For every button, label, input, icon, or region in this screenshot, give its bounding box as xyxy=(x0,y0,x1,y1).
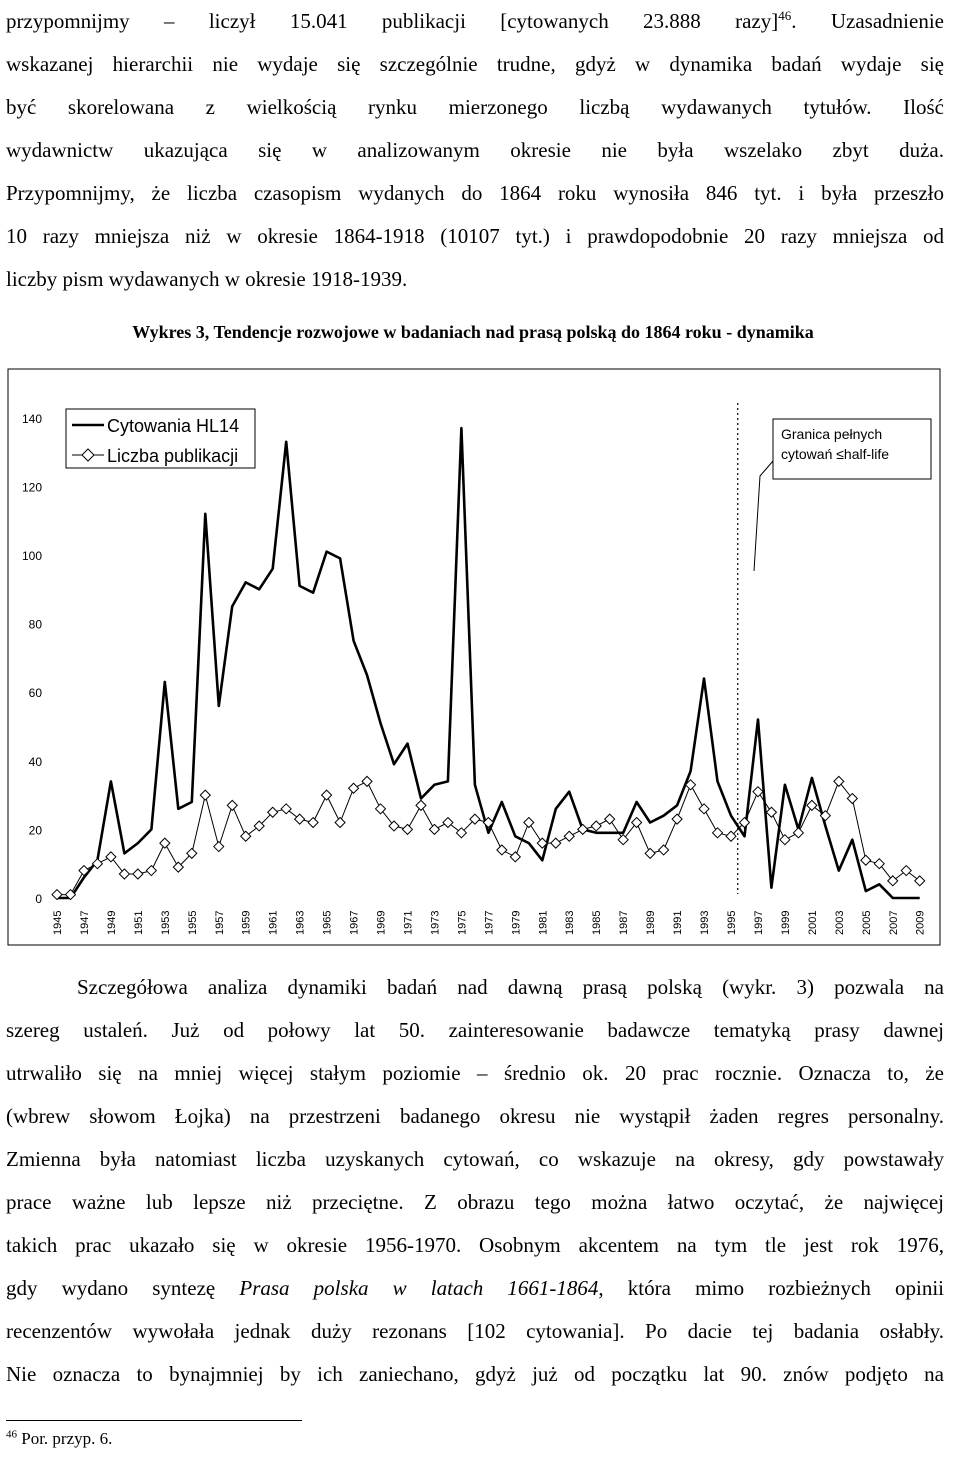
x-tick-label: 1951 xyxy=(132,910,145,935)
data-point-publications xyxy=(901,866,911,876)
annotation-label-line2: cytowań ≤half-life xyxy=(781,446,890,462)
data-point-publications xyxy=(133,869,143,879)
data-point-publications xyxy=(214,842,224,852)
y-tick-label: 120 xyxy=(21,480,42,495)
chart-caption: Wykres 3, Tendencje rozwojowe w badaniach nad prasą polską do 1864 roku - dynamika xyxy=(132,322,814,342)
x-tick-label: 1947 xyxy=(78,910,91,935)
text-segment: przypomnijmy – liczył 15.041 publikacji [cytowanych 23.888 razy] xyxy=(6,9,779,33)
data-point-publications xyxy=(780,835,790,845)
text-segment: , która mimo rozbieżnych opinii xyxy=(598,1276,944,1300)
text-line xyxy=(6,0,944,43)
annotation-label-line1: Granica pełnych xyxy=(781,426,883,442)
x-tick-label: 1987 xyxy=(618,910,631,935)
x-tick-label: 1983 xyxy=(564,910,577,935)
data-point-publications xyxy=(834,776,844,786)
text-line: wydawnictw ukazująca się w analizowanym okresie nie była wszelako zbyt duża. xyxy=(6,138,944,162)
data-point-publications xyxy=(335,818,345,828)
y-tick-label: 60 xyxy=(28,686,42,701)
data-point-publications xyxy=(632,818,642,828)
text-line: utrwaliło się na mniej więcej stałym poziomie – średnio ok. 20 prac rocznie. Oznacza to, że xyxy=(6,1061,944,1085)
text-segment: . Uzasadnienie xyxy=(791,9,944,33)
data-point-publications xyxy=(551,838,561,848)
x-tick-label: 1969 xyxy=(375,910,388,935)
x-tick-label: 1961 xyxy=(267,910,280,935)
legend xyxy=(66,409,255,468)
annotation xyxy=(754,419,931,571)
x-tick-label: 1967 xyxy=(348,910,361,935)
text-line: prace ważne lub lepsze niż przeciętne. Z obrazu tego można łatwo oczytać, że najwięcej xyxy=(6,1190,944,1214)
book-title: Prasa polska w latach 1661-1864 xyxy=(239,1276,599,1300)
data-point-publications xyxy=(416,800,426,810)
data-point-publications xyxy=(402,824,412,834)
x-tick-label: 1985 xyxy=(591,910,604,935)
x-tick-label: 1993 xyxy=(699,910,712,935)
x-tick-label: 2005 xyxy=(860,910,873,935)
x-tick-label: 1971 xyxy=(402,910,415,935)
footnote xyxy=(6,1429,112,1449)
line-chart xyxy=(0,365,960,955)
text-line: wskazanej hierarchii nie wydaje się szczególnie trudne, gdyż w dynamika badań wydaje się xyxy=(6,52,944,76)
data-point-publications xyxy=(200,790,210,800)
text-line: Nie oznacza to bynajmniej by ich zaniechano, gdyż już od początku lat 90. znów podjęto na xyxy=(6,1362,944,1386)
data-point-publications xyxy=(146,866,156,876)
x-tick-label: 2007 xyxy=(887,910,900,935)
data-point-publications xyxy=(510,852,520,862)
footnote-reference: 46 xyxy=(778,8,792,23)
data-point-publications xyxy=(443,818,453,828)
data-point-publications xyxy=(92,859,102,869)
data-point-publications xyxy=(349,783,359,793)
data-point-publications xyxy=(766,807,776,817)
data-point-publications xyxy=(564,831,574,841)
text-line: takich prac ukazało się w okresie 1956-1970. Osobnym akcentem na tym tle jest rok 1976, xyxy=(6,1233,944,1257)
data-point-publications xyxy=(915,876,925,886)
text-line: Zmienna była natomiast liczba uzyskanych cytowań, co wskazuje na okresy, gdy powstawały xyxy=(6,1147,944,1171)
data-point-publications xyxy=(119,869,129,879)
data-point-publications xyxy=(578,824,588,834)
x-tick-label: 2001 xyxy=(806,910,819,935)
data-point-publications xyxy=(793,828,803,838)
data-point-publications xyxy=(847,794,857,804)
x-tick-label: 1997 xyxy=(752,910,765,935)
x-tick-label: 2003 xyxy=(833,910,846,935)
chart-series xyxy=(52,428,925,899)
legend-label-citations: Cytowania HL14 xyxy=(107,416,240,436)
x-tick-label: 1959 xyxy=(240,910,253,935)
x-tick-label: 1965 xyxy=(321,910,334,935)
x-tick-label: 1945 xyxy=(52,910,64,935)
text-line: być skorelowana z wielkością rynku mierzonego liczbą wydawanych tytułów. Ilość xyxy=(6,95,944,119)
data-point-publications xyxy=(281,804,291,814)
footnote-separator xyxy=(6,1420,302,1421)
x-tick-label: 1955 xyxy=(186,910,199,935)
text-line: (wbrew słowom Łojka) na przestrzeni badanego okresu nie wystąpił żaden regres personalny. xyxy=(6,1104,944,1128)
data-point-publications xyxy=(106,852,116,862)
data-point-publications xyxy=(429,824,439,834)
text-line: Szczegółowa analiza dynamiki badań nad dawną prasą polską (wykr. 3) pozwala na xyxy=(77,975,944,999)
x-tick-label: 1973 xyxy=(429,910,442,935)
y-axis-ticks xyxy=(22,412,42,906)
footnote-number: 46 xyxy=(6,1428,17,1441)
data-point-publications xyxy=(672,814,682,824)
data-point-publications xyxy=(605,814,615,824)
text-line: szereg ustaleń. Już od połowy lat 50. zainteresowanie badawcze tematyką prasy dawnej xyxy=(6,1018,944,1042)
footnote-text: Por. przyp. 6. xyxy=(17,1429,113,1448)
y-tick-label: 40 xyxy=(28,754,42,769)
text-line xyxy=(6,1267,944,1310)
y-tick-label: 80 xyxy=(28,617,42,632)
data-point-publications xyxy=(362,776,372,786)
data-point-publications xyxy=(227,800,237,810)
data-point-publications xyxy=(389,821,399,831)
data-point-publications xyxy=(888,876,898,886)
text-line: 10 razy mniejsza niż w okresie 1864-1918 (10107 tyt.) i prawdopodobnie 20 razy mniejsza od xyxy=(6,224,944,248)
data-point-publications xyxy=(524,818,534,828)
x-tick-label: 1991 xyxy=(672,910,685,935)
annotation-callout xyxy=(754,461,773,571)
x-tick-label: 1989 xyxy=(645,910,658,935)
paragraph-analysis xyxy=(6,966,944,1396)
data-point-publications xyxy=(295,814,305,824)
x-tick-label: 1975 xyxy=(456,910,469,935)
data-point-publications xyxy=(241,831,251,841)
text-line: Przypomnijmy, że liczba czasopism wydanych do 1864 roku wynosiła 846 tyt. i była przeszło xyxy=(6,181,944,205)
data-point-publications xyxy=(618,835,628,845)
data-point-publications xyxy=(713,828,723,838)
data-point-publications xyxy=(308,818,318,828)
x-tick-label: 1977 xyxy=(483,910,496,935)
text-line: liczby pism wydawanych w okresie 1918-1939. xyxy=(6,267,408,291)
y-tick-label: 140 xyxy=(21,411,42,426)
legend-label-publications: Liczba publikacji xyxy=(107,446,239,466)
data-point-publications xyxy=(376,804,386,814)
data-point-publications xyxy=(591,821,601,831)
data-point-publications xyxy=(497,845,507,855)
data-point-publications xyxy=(807,800,817,810)
y-tick-label: 100 xyxy=(21,549,42,563)
x-tick-label: 1979 xyxy=(510,910,523,935)
data-point-publications xyxy=(699,804,709,814)
x-tick-label: 1999 xyxy=(779,910,792,935)
text-line: recenzentów wywołała jednak duży rezonans [102 cytowania]. Po dacie tej badania osłabły. xyxy=(6,1319,944,1343)
paragraph-intro xyxy=(6,0,944,301)
data-point-publications xyxy=(874,859,884,869)
data-point-publications xyxy=(645,848,655,858)
text-segment: gdy wydano syntezę xyxy=(6,1276,240,1300)
data-point-publications xyxy=(160,838,170,848)
x-tick-label: 1963 xyxy=(294,910,307,935)
x-tick-label: 1981 xyxy=(537,910,550,935)
x-tick-label: 2009 xyxy=(914,910,927,935)
data-point-publications xyxy=(322,790,332,800)
y-tick-label: 20 xyxy=(28,823,42,838)
data-point-publications xyxy=(659,845,669,855)
y-tick-label: 0 xyxy=(35,892,42,906)
x-tick-label: 1949 xyxy=(105,910,118,935)
x-tick-label: 1953 xyxy=(159,910,172,935)
x-axis-ticks xyxy=(52,911,927,935)
x-tick-label: 1957 xyxy=(213,910,226,935)
x-tick-label: 1995 xyxy=(726,910,738,935)
data-point-publications xyxy=(753,787,763,797)
data-point-publications xyxy=(861,855,871,865)
